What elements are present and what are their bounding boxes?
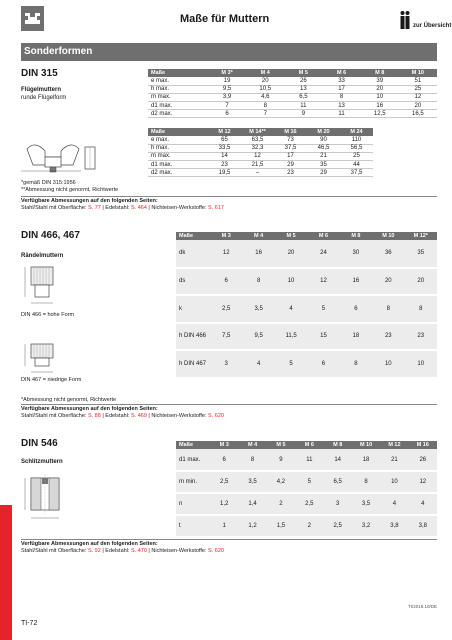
table-cell: d1 max.: [148, 161, 208, 169]
table-cell: 16: [242, 240, 274, 268]
table-cell: 16,5: [399, 110, 437, 118]
availability-label: Stahl/Stahl mit Oberfläche:: [21, 413, 88, 419]
availability-label: Stahl/Stahl mit Oberfläche:: [21, 205, 88, 211]
din315-note: *gemäß DIN 315:1956: [21, 180, 76, 186]
table-cell: 2,5: [210, 471, 238, 493]
table-header: M 20: [307, 128, 340, 136]
table-header: M 3: [210, 232, 242, 240]
availability-heading: Verfügbare Abmessungen auf den folgenden Seiten:: [21, 406, 158, 412]
table-cell: 6,5: [324, 471, 352, 493]
table-header: M 3: [210, 441, 238, 449]
table-cell: 26: [284, 77, 322, 85]
din315-notes: [21, 180, 118, 194]
table-cell: 3,5: [352, 493, 380, 515]
page-link-edelstahl[interactable]: S. 464: [130, 205, 147, 211]
table-cell: h max.: [148, 144, 208, 152]
table-cell: 1,4: [238, 493, 266, 515]
document-code: TI/2019.10/DE: [407, 604, 437, 609]
table-row: [176, 295, 437, 323]
table-row: [148, 136, 373, 144]
table-cell: h DIN 467: [176, 350, 210, 378]
table-cell: d2 max.: [148, 169, 208, 177]
table-cell: d2 max.: [148, 110, 208, 118]
table-cell: n: [176, 493, 210, 515]
table-cell: 12,5: [361, 110, 399, 118]
divider: [21, 539, 437, 540]
table-header: M 10: [352, 441, 380, 449]
table-cell: 2: [295, 515, 323, 537]
table-cell: 12: [241, 152, 274, 160]
divider: [21, 404, 437, 405]
din546-name: Schlitzmuttern: [21, 459, 63, 465]
table-cell: 6,5: [284, 93, 322, 101]
table-row: [148, 93, 437, 101]
table-cell: 39: [361, 77, 399, 85]
knurled-nut-high-drawing: [21, 265, 73, 309]
din466-label: DIN 466 = hohe Form: [21, 312, 75, 318]
table-cell: 10: [275, 268, 307, 296]
table-row: [176, 471, 437, 493]
table-cell: 2,5: [324, 515, 352, 537]
table-cell: 19: [208, 77, 246, 85]
din466-table: [176, 232, 437, 379]
table-cell: 21,5: [241, 161, 274, 169]
table-cell: 8: [340, 350, 372, 378]
table-cell: e max.: [148, 77, 208, 85]
table-header: M 10: [372, 232, 404, 240]
din546-availability: [21, 541, 224, 555]
table-cell: 37,5: [274, 144, 307, 152]
table-cell: 7: [208, 102, 246, 110]
slotted-nut-drawing: [21, 474, 77, 524]
din546-table: [176, 441, 437, 538]
table-cell: 26: [409, 449, 437, 471]
table-cell: 4: [242, 350, 274, 378]
table-header: M 5: [284, 69, 322, 77]
din315-name-line: Flügelmuttern: [21, 87, 61, 93]
table-cell: 12: [399, 93, 437, 101]
table-cell: 15: [307, 323, 339, 351]
people-icon: [399, 10, 411, 30]
table-cell: 3,8: [409, 515, 437, 537]
chapter-marker: [0, 505, 12, 640]
page-title: Maße für Muttern: [180, 13, 270, 25]
table-cell: 13: [322, 102, 360, 110]
table-cell: 3: [324, 493, 352, 515]
table-header: M 24: [340, 128, 373, 136]
table-cell: 16: [361, 102, 399, 110]
table-row: [176, 350, 437, 378]
table-header: M 12*: [405, 232, 437, 240]
table-cell: 20: [275, 240, 307, 268]
table-row: [148, 169, 373, 177]
table-cell: 23: [274, 169, 307, 177]
table-cell: e max.: [148, 136, 208, 144]
availability-separator: |: [102, 413, 106, 419]
table-cell: 3,5: [238, 471, 266, 493]
table-cell: 37,5: [340, 169, 373, 177]
din466-title: DIN 466, 467: [21, 230, 80, 241]
table-cell: 10: [361, 93, 399, 101]
table-row: [176, 240, 437, 268]
table-row: [148, 85, 437, 93]
availability-links: [21, 548, 224, 555]
table-cell: 7,5: [210, 323, 242, 351]
table-cell: 1,2: [210, 493, 238, 515]
table-cell: 4,6: [246, 93, 284, 101]
table-header: M 4: [242, 232, 274, 240]
table-row: [148, 102, 437, 110]
page-link-nichteisen[interactable]: S. 620: [208, 413, 224, 419]
table-cell: 19,5: [208, 169, 241, 177]
table-header: Maße: [148, 69, 208, 77]
table-cell: 1,5: [267, 515, 295, 537]
table-header: M 4: [238, 441, 266, 449]
table-cell: 3,2: [352, 515, 380, 537]
table-cell: 36: [372, 240, 404, 268]
table-cell: 18: [340, 323, 372, 351]
availability-separator: |: [148, 548, 152, 554]
table-cell: 5: [295, 471, 323, 493]
table-cell: 23: [372, 323, 404, 351]
table-cell: 12: [307, 268, 339, 296]
availability-separator: |: [148, 413, 152, 419]
brand-logo: [21, 6, 44, 31]
table-cell: d1 max.: [148, 102, 208, 110]
table-cell: 90: [307, 136, 340, 144]
table-cell: 24: [307, 240, 339, 268]
table-header: Maße: [176, 232, 210, 240]
table-cell: 44: [340, 161, 373, 169]
page-link-nichteisen[interactable]: S. 617: [208, 205, 224, 211]
availability-links: [21, 413, 224, 420]
availability-label: Edelstahl:: [105, 205, 131, 211]
table-cell: h DIN 466: [176, 323, 210, 351]
table-header: M 16: [409, 441, 437, 449]
table-cell: 4: [275, 295, 307, 323]
table-cell: 29: [274, 161, 307, 169]
table-cell: 33: [322, 77, 360, 85]
knurled-nut-low-drawing: [21, 340, 73, 380]
table-cell: h max.: [148, 85, 208, 93]
section-title: Sonderformen: [21, 43, 437, 61]
table-row: [148, 110, 437, 118]
din315-name: [21, 86, 66, 102]
page-link-stahl[interactable]: S. 77: [87, 205, 101, 211]
table-cell: 63,5: [241, 136, 274, 144]
din466-note: *Abmessung nicht genormt, Richtwerte: [21, 397, 117, 403]
table-header: M 6: [307, 232, 339, 240]
table-cell: 9: [284, 110, 322, 118]
din315-note: **Abmessung nicht genormt, Richtwerte: [21, 187, 119, 193]
table-cell: 20: [399, 102, 437, 110]
overview-link[interactable]: [399, 10, 452, 34]
availability-separator: |: [102, 205, 106, 211]
table-header: M 14**: [241, 128, 274, 136]
table-header: M 8: [324, 441, 352, 449]
table-cell: 20: [246, 77, 284, 85]
table-row: [176, 449, 437, 471]
table-header: M 5: [275, 232, 307, 240]
table-cell: 13: [284, 85, 322, 93]
table-cell: 4: [409, 493, 437, 515]
table-row: [176, 268, 437, 296]
table-cell: 21: [380, 449, 408, 471]
overview-label: zur Übersicht: [413, 23, 452, 29]
table-header: M 12: [380, 441, 408, 449]
table-cell: 12: [409, 471, 437, 493]
table-cell: 4,2: [267, 471, 295, 493]
divider: [21, 196, 437, 197]
table-cell: 23: [405, 323, 437, 351]
table-cell: 17: [322, 85, 360, 93]
table-cell: m max.: [148, 152, 208, 160]
table-row: [148, 144, 373, 152]
din315-availability: [21, 198, 224, 212]
table-row: [148, 77, 437, 85]
table-cell: 1: [210, 515, 238, 537]
table-cell: 1,2: [238, 515, 266, 537]
table-cell: 8: [238, 449, 266, 471]
nut-logo-icon: [21, 6, 44, 31]
table-cell: 4: [380, 493, 408, 515]
table-cell: 20: [361, 85, 399, 93]
din315-name-line: runde Flügelform: [21, 95, 67, 101]
din546-title: DIN 546: [21, 438, 58, 449]
table-header: M 8: [340, 232, 372, 240]
table-cell: 20: [405, 268, 437, 296]
din467-label: DIN 467 = niedrige Form: [21, 377, 82, 383]
table-cell: 32,3: [241, 144, 274, 152]
din466-availability: [21, 406, 224, 420]
table-cell: 11,5: [275, 323, 307, 351]
table-cell: 8: [242, 268, 274, 296]
table-cell: 6: [208, 110, 246, 118]
availability-label: Nichteisen-Werkstoffe:: [151, 413, 209, 419]
table-header: M 3*: [208, 69, 246, 77]
table-cell: ds: [176, 268, 210, 296]
availability-heading: Verfügbare Abmessungen auf den folgenden Seiten:: [21, 198, 158, 204]
table-cell: 21: [307, 152, 340, 160]
availability-label: Edelstahl:: [105, 413, 131, 419]
table-cell: k: [176, 295, 210, 323]
table-cell: 7: [246, 110, 284, 118]
table-cell: 9: [267, 449, 295, 471]
table-cell: d1 max.: [176, 449, 210, 471]
table-cell: 2: [267, 493, 295, 515]
table-cell: 3,9: [208, 93, 246, 101]
table-header: M 6: [322, 69, 360, 77]
page-link-edelstahl[interactable]: S. 469: [130, 413, 147, 419]
table-cell: 16: [340, 268, 372, 296]
table-cell: 3,5: [242, 295, 274, 323]
availability-label: Nichteisen-Werkstoffe:: [151, 205, 209, 211]
table-cell: 10: [380, 471, 408, 493]
table-header: M 12: [208, 128, 241, 136]
page-link-stahl[interactable]: S. 88: [87, 413, 101, 419]
availability-links: [21, 205, 224, 212]
page-link-edelstahl[interactable]: S. 470: [130, 548, 147, 554]
table-cell: 6: [340, 295, 372, 323]
table-cell: 8: [322, 93, 360, 101]
table-cell: 35: [405, 240, 437, 268]
table-cell: 35: [307, 161, 340, 169]
table-cell: dk: [176, 240, 210, 268]
table-row: [176, 323, 437, 351]
table-header: M 10: [399, 69, 437, 77]
table-cell: m min.: [176, 471, 210, 493]
din315-title: DIN 315: [21, 68, 58, 79]
table-cell: 2,5: [295, 493, 323, 515]
din315-table-a: [148, 69, 437, 118]
table-cell: 29: [307, 169, 340, 177]
table-cell: 8: [246, 102, 284, 110]
table-cell: 5: [307, 295, 339, 323]
table-cell: 10: [372, 350, 404, 378]
table-cell: t: [176, 515, 210, 537]
table-cell: 11: [284, 102, 322, 110]
table-cell: 65: [208, 136, 241, 144]
table-cell: 46,5: [307, 144, 340, 152]
table-cell: 33,5: [208, 144, 241, 152]
table-row: [148, 161, 373, 169]
table-header: M 8: [361, 69, 399, 77]
table-cell: 12: [210, 240, 242, 268]
page-link-nichteisen[interactable]: S. 620: [208, 548, 224, 554]
table-cell: 11: [322, 110, 360, 118]
table-row: [176, 493, 437, 515]
table-cell: m max.: [148, 93, 208, 101]
table-cell: 2,5: [210, 295, 242, 323]
availability-label: Edelstahl:: [105, 548, 131, 554]
table-cell: 9,5: [208, 85, 246, 93]
table-header: M 4: [246, 69, 284, 77]
table-cell: 6: [210, 268, 242, 296]
table-cell: 25: [340, 152, 373, 160]
table-cell: 8: [352, 471, 380, 493]
availability-separator: |: [102, 548, 106, 554]
table-cell: 51: [399, 77, 437, 85]
din466-name: Rändelmuttern: [21, 253, 64, 259]
table-cell: 17: [274, 152, 307, 160]
availability-label: Nichteisen-Werkstoffe:: [151, 548, 209, 554]
availability-heading: Verfügbare Abmessungen auf den folgenden Seiten:: [21, 541, 158, 547]
table-cell: –: [241, 169, 274, 177]
table-header: M 5: [267, 441, 295, 449]
table-row: [148, 152, 373, 160]
table-row: [176, 515, 437, 537]
din315-table-b: [148, 128, 373, 177]
table-cell: 6: [307, 350, 339, 378]
wing-nut-drawing: [21, 137, 97, 177]
table-cell: 9,5: [242, 323, 274, 351]
table-header: Maße: [176, 441, 210, 449]
table-cell: 10: [405, 350, 437, 378]
table-cell: 10,5: [246, 85, 284, 93]
table-cell: 20: [372, 268, 404, 296]
availability-separator: |: [148, 205, 152, 211]
availability-label: Stahl/Stahl mit Oberfläche:: [21, 548, 88, 554]
page-number: TI-72: [21, 620, 38, 627]
table-cell: 23: [208, 161, 241, 169]
table-cell: 18: [352, 449, 380, 471]
table-cell: 6: [210, 449, 238, 471]
table-cell: 3,8: [380, 515, 408, 537]
table-cell: 14: [324, 449, 352, 471]
page-link-stahl[interactable]: S. 92: [87, 548, 101, 554]
table-cell: 56,5: [340, 144, 373, 152]
table-cell: 8: [405, 295, 437, 323]
table-cell: 11: [295, 449, 323, 471]
table-header: M 6: [295, 441, 323, 449]
table-cell: 5: [275, 350, 307, 378]
table-cell: 30: [340, 240, 372, 268]
table-cell: 3: [210, 350, 242, 378]
table-cell: 8: [372, 295, 404, 323]
table-header: Maße: [148, 128, 208, 136]
table-cell: 25: [399, 85, 437, 93]
table-cell: 14: [208, 152, 241, 160]
table-header: M 16: [274, 128, 307, 136]
table-cell: 110: [340, 136, 373, 144]
table-cell: 73: [274, 136, 307, 144]
